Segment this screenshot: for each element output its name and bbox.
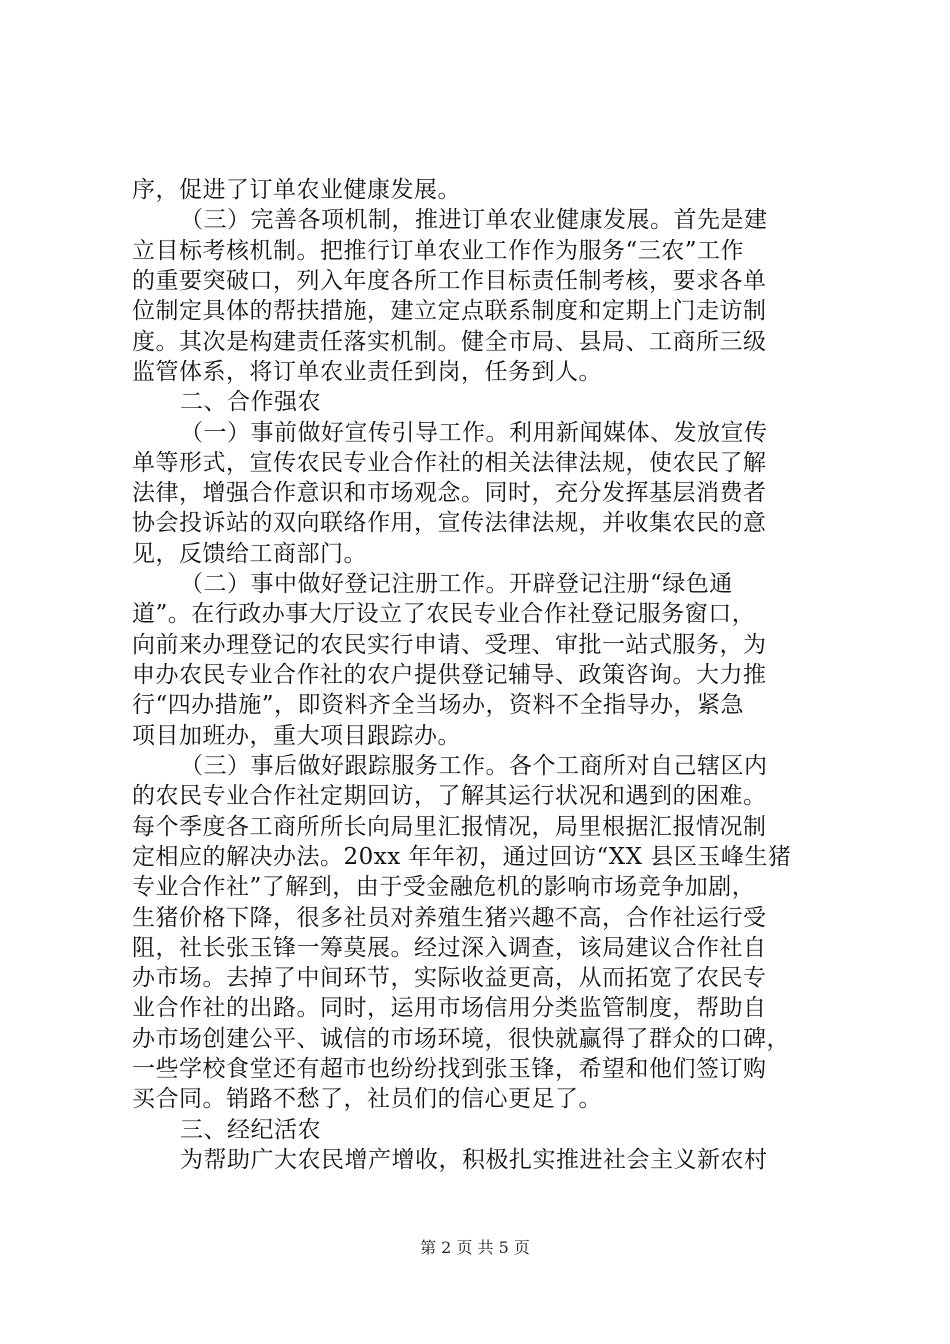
text-line: 一些学校食堂还有超市也纷纷找到张玉锋，希望和他们签订购: [132, 1056, 767, 1082]
text-line: （三）完善各项机制，推进订单农业健康发展。首先是建: [180, 207, 768, 233]
text-line: 申办农民专业合作社的农户提供登记辅导、政策咨询。大力推: [132, 662, 767, 688]
text-line: 单等形式，宣传农民专业合作社的相关法律法规，使农民了解: [132, 450, 767, 476]
text-line: 为帮助广大农民增产增收，积极扎实推进社会主义新农村: [180, 1147, 768, 1173]
text-line: 专业合作社”了解到，由于受金融危机的影响市场竞争加剧，: [132, 874, 756, 900]
section-heading: 二、合作强农: [180, 389, 321, 415]
text-line: 见，反馈给工商部门。: [132, 541, 367, 567]
text-line: 办市场。去掉了中间环节，实际收益更高，从而拓宽了农民专: [132, 965, 767, 991]
text-line: 位制定具体的帮扶措施，建立定点联系制度和定期上门走访制: [132, 298, 767, 324]
text-line: 法律，增强合作意识和市场观念。同时，充分发挥基层消费者: [132, 480, 767, 506]
text-line: （三）事后做好跟踪服务工作。各个工商所对自己辖区内: [180, 753, 768, 779]
text-line: 项目加班办，重大项目跟踪办。: [132, 723, 461, 749]
text-line: （一）事前做好宣传引导工作。利用新闻媒体、发放宣传: [180, 420, 768, 446]
text-line: 办市场创建公平、诚信的市场环境，很快就赢得了群众的口碑，: [132, 1026, 790, 1052]
text-line: 协会投诉站的双向联络作用，宣传法律法规，并收集农民的意: [132, 510, 767, 536]
page-footer: 第 2 页 共 5 页: [420, 1238, 530, 1257]
text-line: 序，促进了订单农业健康发展。: [132, 177, 461, 203]
text-line: 的重要突破口，列入年度各所工作目标责任制考核，要求各单: [132, 268, 767, 294]
text-line: （二）事中做好登记注册工作。开辟登记注册“绿色通: [180, 571, 733, 597]
text-line: 买合同。销路不愁了，社员们的信心更足了。: [132, 1086, 602, 1112]
text-line: 度。其次是构建责任落实机制。健全市局、县局、工商所三级: [132, 329, 767, 355]
section-heading: 三、经纪活农: [180, 1117, 321, 1143]
text-line: 立目标考核机制。把推行订单农业工作作为服务“三农”工作: [132, 238, 745, 264]
text-line: 每个季度各工商所所长向局里汇报情况，局里根据汇报情况制: [132, 814, 767, 840]
text-line: 业合作社的出路。同时，运用市场信用分类监管制度，帮助自: [132, 995, 767, 1021]
text-line: 行“四办措施”，即资料齐全当场办，资料不全指导办，紧急: [132, 692, 745, 718]
text-line: 生猪价格下降，很多社员对养殖生猪兴趣不高，合作社运行受: [132, 905, 767, 931]
text-line: 阻，社长张玉锋一筹莫展。经过深入调查，该局建议合作社自: [132, 935, 767, 961]
text-line: 的农民专业合作社定期回访，了解其运行状况和遇到的困难。: [132, 783, 767, 809]
text-line: 道”。在行政办事大厅设立了农民专业合作社登记服务窗口，: [132, 601, 756, 627]
text-line: 向前来办理登记的农民实行申请、受理、审批一站式服务，为: [132, 632, 767, 658]
text-line: 监管体系，将订单农业责任到岗，任务到人。: [132, 359, 602, 385]
text-line: 定相应的解决办法。20xx 年年初，通过回访“XX 县区玉峰生猪: [132, 844, 792, 870]
